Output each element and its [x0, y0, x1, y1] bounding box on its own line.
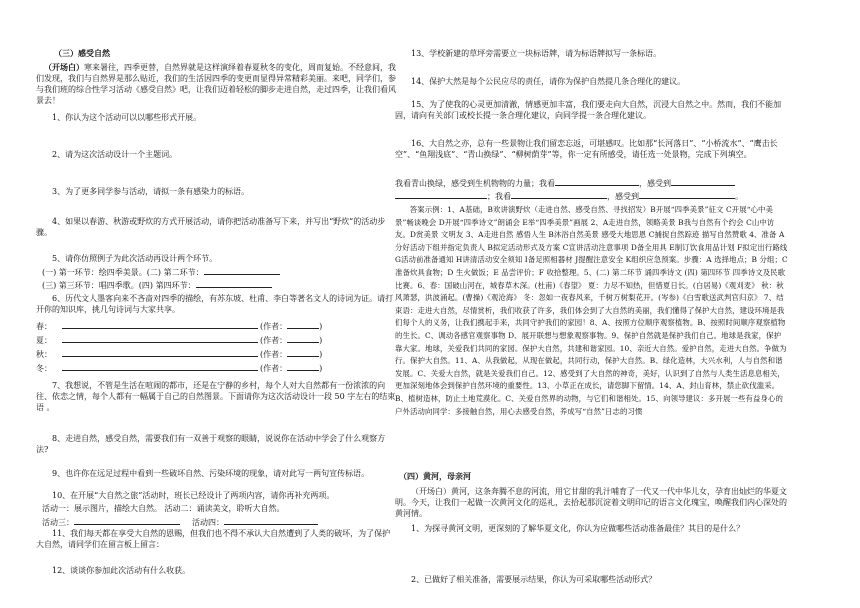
- question-5: 5、请你仿照例子为此次活动再设计两个环节。: [52, 254, 218, 263]
- question-8: 8、走进自然，感受自然，需要我们有一双善于观察的眼睛，说说你在活动中学会了什么观察方法?: [36, 434, 386, 454]
- section-4-title: （四）黄河，母亲河: [399, 471, 471, 481]
- poem-line-summer[interactable]: [62, 334, 258, 343]
- question-6: 6、历代文人墨客向来不吝啬对四季的描绘，有苏东坡、杜甫、李白等著名文人的诗词为证。请打开你的知识库，挑几句诗词与大家共享。: [36, 294, 394, 314]
- season-label-winter: 冬：: [36, 364, 52, 373]
- question-1: 1、你认为这个活动可以以哪些形式开展。: [52, 113, 202, 122]
- question-16: 16、大自然之亦，总有一些景物让我们留恋忘返，可堪感叹。比如那“长河落日”、“小桥流水”、“鹰击长空”、“鱼翔浅底”、“青山换绿”、“柳树荫芽”等，你一定有所感受，请任选一处景物，完成下列填空。: [395, 139, 778, 159]
- q5-line-2-text: (三) 第三环节：唱四季歌。(四) 第四环节：: [42, 281, 196, 290]
- q16-fill-2b-text: ，感受到: [607, 192, 639, 201]
- activity-4-label: 活动四：: [192, 518, 224, 527]
- q16-blank-4[interactable]: [511, 190, 607, 199]
- question-2: 2、请为这次活动设计一个主题词。: [52, 150, 178, 159]
- author-open: (作者：: [260, 336, 288, 345]
- poem-row-spring: [36, 320, 396, 332]
- season-label-autumn: 秋：: [36, 350, 52, 359]
- section-4-question-2: 2、已做好了相关准备，需要展示结果，你认为可采取哪些活动形式？: [411, 575, 657, 584]
- author-open: (作者：: [260, 364, 288, 373]
- question-3: 3、为了更多同学参与活动，请拟一条有感染力的标语。: [52, 187, 250, 196]
- question-16-fill-2: [395, 190, 788, 202]
- q16-fill-1-text: 我看青山换绿，感受到生机物物的力量；我看: [395, 179, 555, 188]
- author-blank-summer[interactable]: [287, 334, 319, 343]
- question-10-activities-1-2: 活动一：展示图片，描绘大自然。 活动二：诵读美文，聆听大自然。: [42, 504, 285, 513]
- poem-row-autumn: [36, 348, 396, 360]
- author-open: (作者：: [260, 322, 288, 331]
- author-close: ): [319, 322, 323, 331]
- author-open: (作者：: [260, 350, 288, 359]
- author-blank-spring[interactable]: [287, 320, 319, 329]
- poem-row-summer: [36, 334, 396, 346]
- activity-3-label: 活动三：: [42, 518, 74, 527]
- activity-4-blank[interactable]: [224, 516, 318, 525]
- q16-blank-1[interactable]: [555, 177, 639, 186]
- q5-blank-2[interactable]: [196, 279, 272, 288]
- question-15: 15、为了使我的心灵更加清澈，情感更加丰富，我们要走向大自然，沉浸大自然之中。然而，我们不能加固，请向有关部门或校长提一条合理化建议，向同学提一条合理化建议。: [395, 100, 782, 120]
- q16-blank-2[interactable]: [671, 177, 735, 186]
- poem-line-autumn[interactable]: [62, 348, 258, 357]
- poem-line-spring[interactable]: [62, 320, 258, 329]
- season-label-spring: 春：: [36, 322, 52, 331]
- question-9: 9、也许你在远足过程中看到一些破坏自然、污染环境的现象，请对此写一两句宣传标语。: [52, 469, 370, 478]
- question-12: 12、谈谈你参加此次活动有什么收获。: [52, 566, 191, 575]
- author-close: ): [319, 336, 323, 345]
- section-4-intro: （开场白）黄河，这条奔腾不息的河流，用它甘甜的乳汁哺育了一代又一代中华儿女，孕育出灿烂的华夏文明。今天，让我们一起做一次黄河文化的巡礼，去拾起那沉淀着文明印记的语言文化瑰宝，唤醒我们内心深处的黄河情。: [395, 487, 787, 518]
- question-13: 13、学校新建的草坪旁需要立一块标语牌，请为标语牌拟写一条标语。: [411, 49, 662, 58]
- season-label-summer: 夏：: [36, 336, 52, 345]
- question-10: 10、在开展“大自然之旅”活动时，班长已经设计了两项内容，请你再补充两项。: [52, 491, 335, 500]
- intro-paragraph: [36, 62, 396, 106]
- q5-line-1-text: (一) 第一环节：绘四季美景。(二) 第二环节：: [42, 268, 204, 277]
- author-close: ): [319, 364, 323, 373]
- section-title: （三）感受自然: [54, 48, 110, 58]
- question-10-activities-3-4: [42, 516, 396, 528]
- author-close: ): [319, 350, 323, 359]
- intro-text: 寒来暑往，四季更替，自然界就是这样演绎着春夏秋冬的变化，周而复始。不经意间，我们发现，我们与自然界是那么贴近，我们的生活因四季的变更而显得异常精彩美丽。来吧，同学们，参与我们班的综合性学习活动《感受自然》吧，让我们迈着轻松的脚步走进自然，走过四季，让我们看风景去！: [36, 63, 396, 105]
- question-5-line-2: [42, 279, 396, 291]
- q16-fill-2c-text: 。: [735, 192, 743, 201]
- intro-label: （开场白）: [44, 62, 84, 72]
- q16-blank-5[interactable]: [639, 190, 735, 199]
- activity-3-blank[interactable]: [74, 516, 180, 525]
- question-16-fill-1: [395, 177, 788, 189]
- author-blank-winter[interactable]: [287, 362, 319, 371]
- section-4-question-1: 1、为探寻黄河文明，更深刻的了解华夏文化，你认为应做哪些活动准备最佳？其目的是什么？: [411, 524, 745, 533]
- question-5-line-1: [42, 266, 396, 278]
- q16-blank-3[interactable]: [395, 190, 487, 199]
- poem-row-winter: [36, 362, 396, 374]
- poem-line-winter[interactable]: [62, 362, 258, 371]
- question-7: 7、我想说，不管是生活在喧闹的都市，还是在宁静的乡村，每个人对大自然都有一份浓浓的向往、依恋之情，每个人都有一幅属于自己的自然图景。下面请你为这次活动设计一段 50 字左右的结束语 。: [36, 381, 396, 412]
- question-14: 14、保护大然是每个公民应尽的责任，请你为保护自然提几条合理化的建议。: [411, 77, 686, 86]
- q16-fill-2a-text: ；我看: [487, 192, 511, 201]
- question-11: 11、我们每天都在享受大自然的恩赐，但我们也不得不承认大自然遭到了人类的破坏，为了保护大自然，请同学们在留言板上留言：: [36, 529, 391, 549]
- q5-blank-1[interactable]: [204, 266, 280, 275]
- answer-key: 答案示例：1、A基础，B欢讲演野炊（走进自然、感受自然、寻找招发）B开展“四季美景”征文 C开展“心中美景”畅谈晚会 D开展“四季诗文”朗诵会 E举“四季美景”画展 2、A走进自然，领略美景 B我与自然有个约会 C山中访友。D赏美景 文明友 3、A走进自然 感悟人生 B沐浴自然美景 感受大地思恩 C捕捉自然踪迹 描写自然赞歌 4、准备 A分好活动下组并指定负责人 B拟定活动形式及方案 C宣讲活动注意事项 D备全用具 E制订饮食用品计划 F拟定出行路线 G活动前准备通知 H讲清活动安全须知 I备足照相器材 J提醒注意安全 K组织应急预案。步骤：A 选择地点；B 分组；C 准备炊具食物；D 生火做饭；E 品尝评价；F 收拾整理。5、(二) 第二环节 诵四季诗文 (四) 第四环节 四季诗文及民歌比赛。6、春：国破山河在，城春草木深。(杜甫)《春望》 夏：力尽不知热，但惜夏日长。(白居易)《观刈麦》 秋：秋风萧瑟，洪波涌起。(曹操)《观沧海》 冬：忽如一夜春风来，千树万树梨花开。(岑参)《白雪歌送武判官归京》 7、结束语：走进大自然，尽情赏析，我们收获了许多，我们体会到了大自然的美丽，我们懂得了保护大自然，建设环境是我们每个人的义务，让我们携起手来，共同守护我们的家园！8、A、按照方位顺序观察植物。B、按照时间顺序观察植物的生长。C、调动各感官观察事物 D、展开联想与想象观察事物。9、保护自然就是保护我们自己。地球是我家，保护靠大家。地球，关爱我们共同的家园。保护大自然，共建和谐家园。10、亲近大自然。爱护自然，走进大自然。争做为行。保护大自然。11、A、从我做起，从现在做起，共同行动，保护大自然。B、绿化造林，大兴水利，人与自然和谐发展。C、关爱大自然，就是关爱我们自己。12、感受到了大自然的神奇，美好，认识到了自然与人类生活息息相关，更加深刻地体会到保护自然环境的重要性。13、小草正在成长，请您脚下留情。14、A、封山育林，禁止砍伐滥采。B、植树造林，防止土地荒漠化。C、关爱自然界的动物，与它们和谐相处。15、向领导建议：多开展一些有益身心的户外活动向同学：多接触自然，用心去感受自然，养成写“自然”日志的习惯: [395, 205, 788, 416]
- author-blank-autumn[interactable]: [287, 348, 319, 357]
- question-4: 4、如果以春游、秋游或野炊的方式开展活动，请你把活动准备写下来，并写出“野炊”的活动步骤。: [36, 217, 386, 237]
- q16-fill-1b-text: ，感受到: [639, 179, 671, 188]
